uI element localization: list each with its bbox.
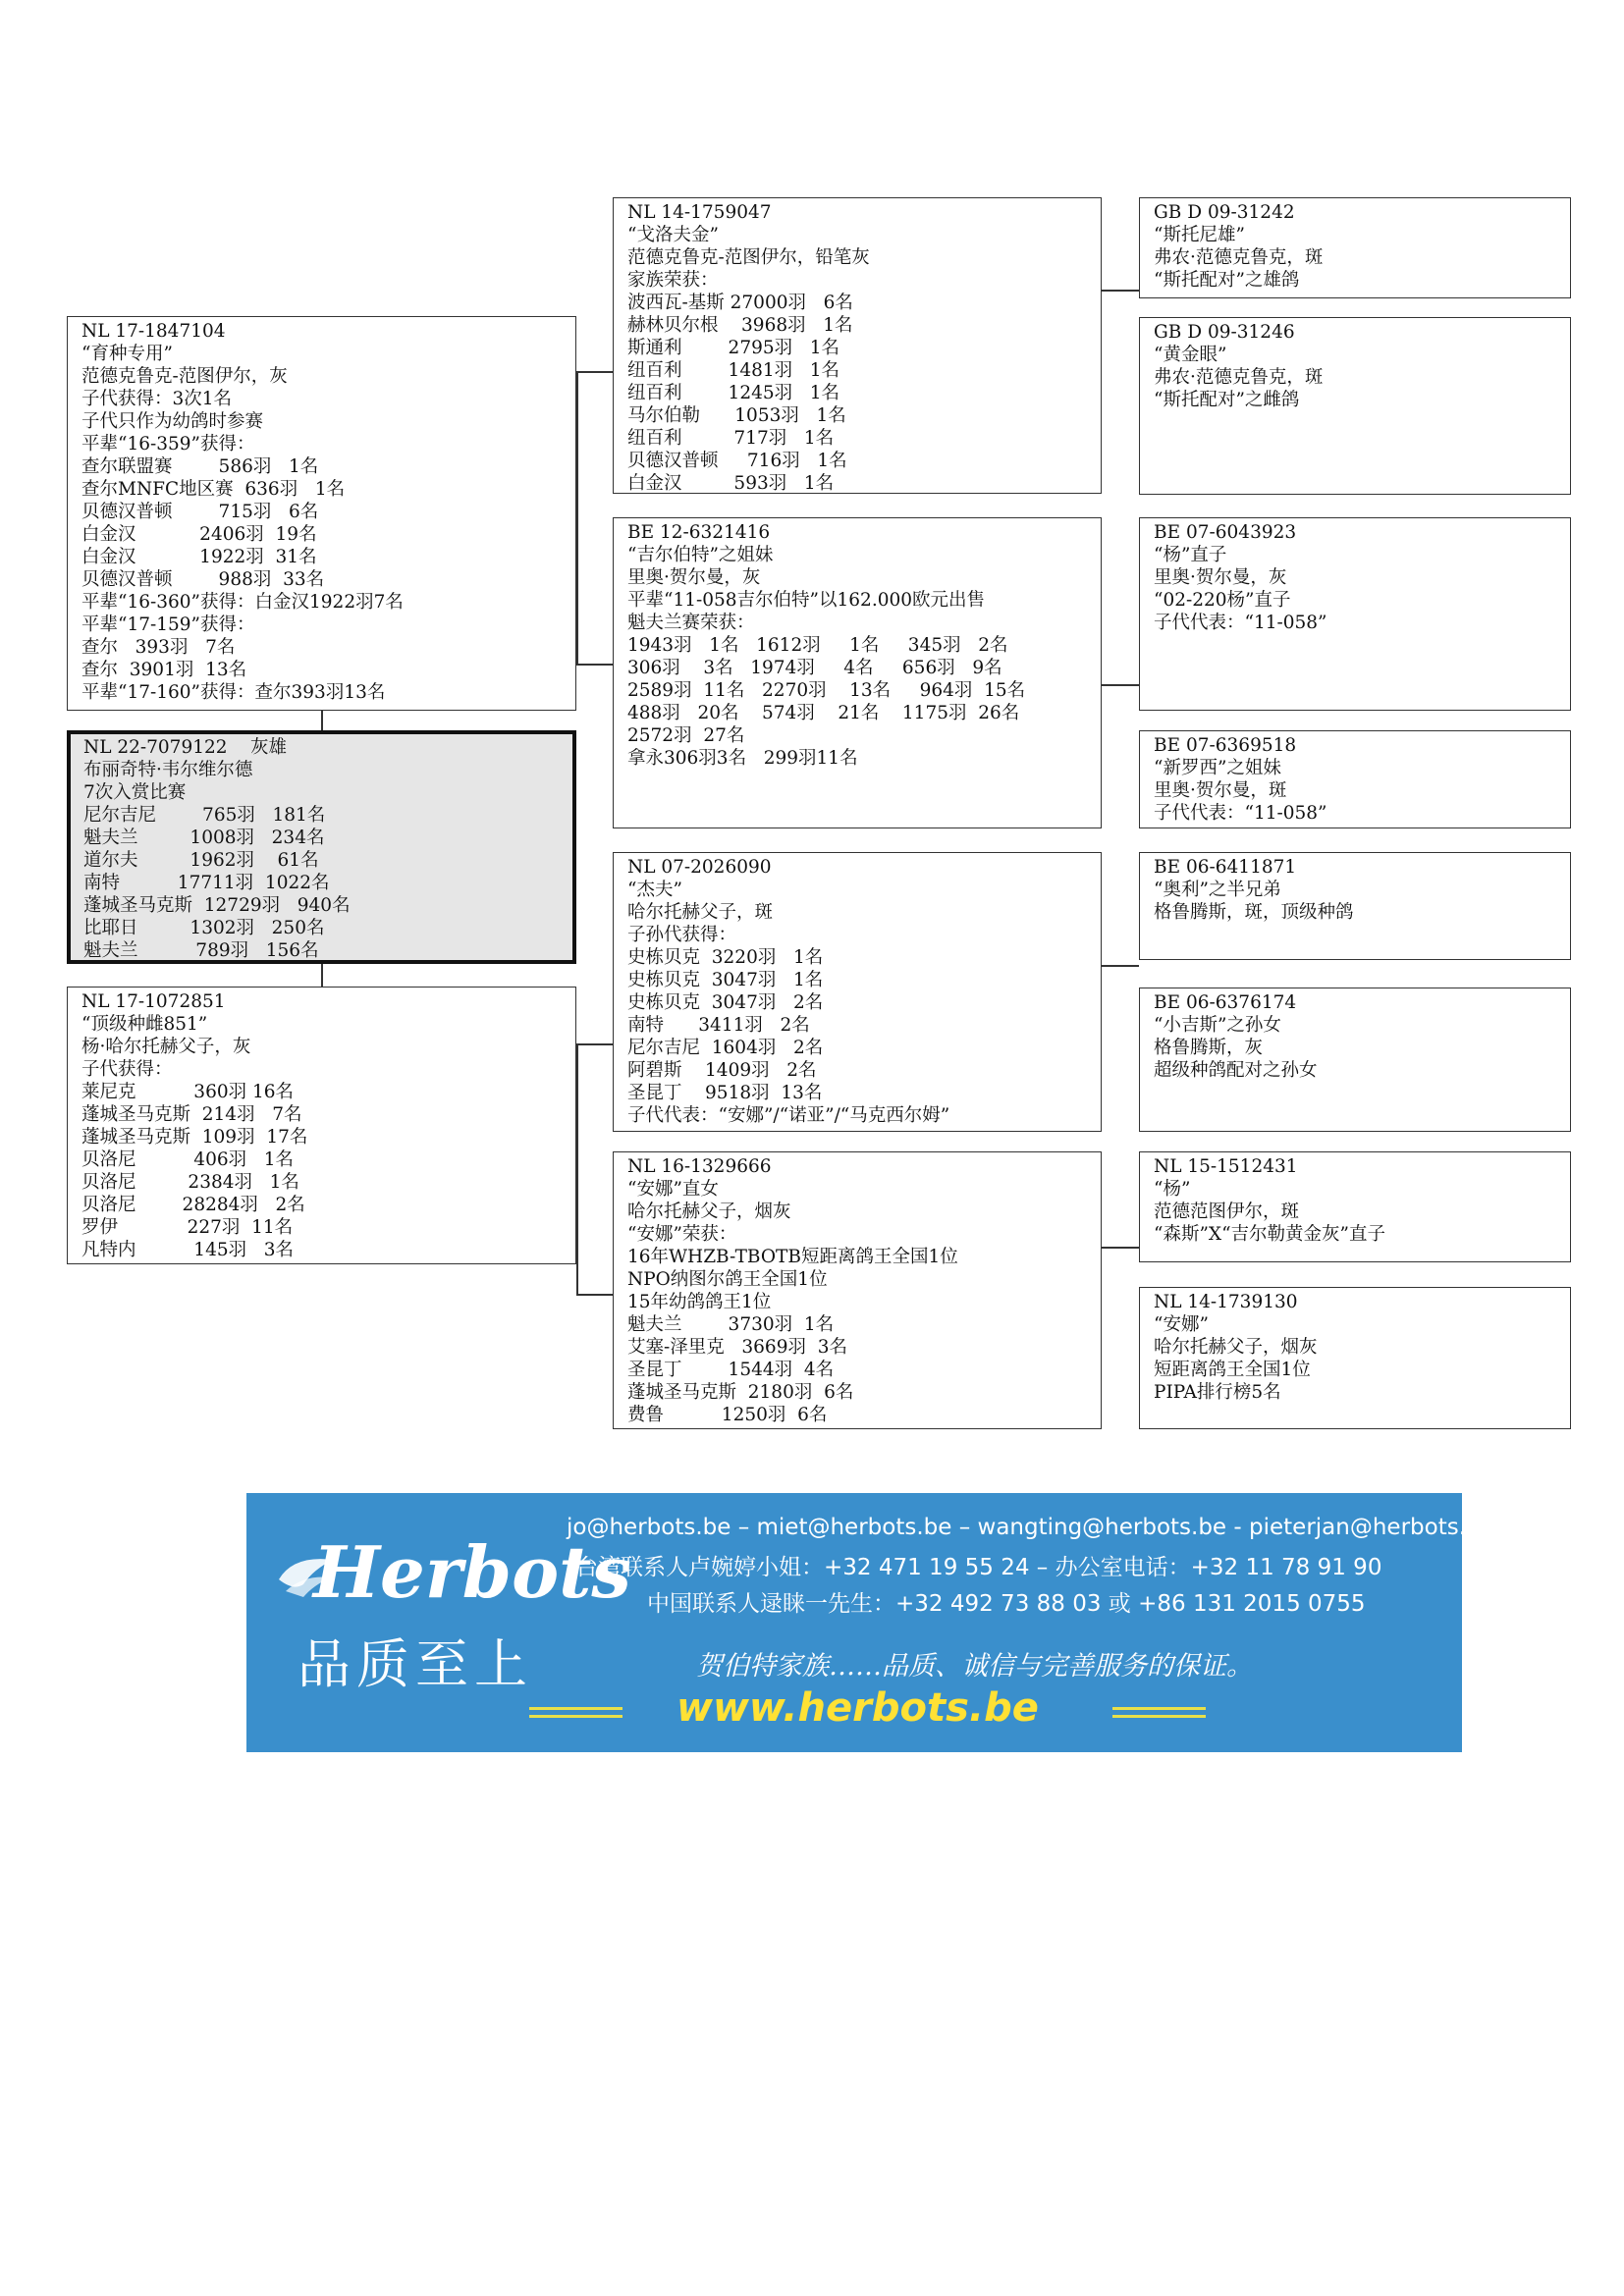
pedigree-sdd-box bbox=[1139, 730, 1571, 828]
pedigree-line: 南特 17711羽 1022名 bbox=[83, 873, 330, 893]
pedigree-line: “育种专用” bbox=[81, 344, 173, 364]
pedigree-line: 范德克鲁克-范图伊尔，铅笔灰 bbox=[627, 247, 870, 268]
pedigree-line: 尼尔吉尼 1604羽 2名 bbox=[627, 1038, 824, 1058]
pedigree-line: 488羽 20名 574羽 21名 1175羽 26名 bbox=[627, 703, 1020, 723]
pedigree-line: “安娜”荣获： bbox=[627, 1224, 737, 1245]
pedigree-line: 魁夫兰赛荣获： bbox=[627, 613, 755, 633]
pedigree-dam-box bbox=[67, 987, 576, 1264]
pedigree-line: “斯托配对”之雌鸽 bbox=[1154, 390, 1300, 410]
pedigree-line: 白金汉 2406羽 19名 bbox=[81, 524, 317, 545]
banner-website-link[interactable]: www.herbots.be bbox=[677, 1685, 1039, 1731]
pedigree-line: 306羽 3名 1974羽 4名 656羽 9名 bbox=[627, 658, 1002, 678]
pedigree-line: “新罗西”之姐妹 bbox=[1154, 758, 1281, 778]
pedigree-line: 格鲁腾斯，斑，顶级种鸽 bbox=[1154, 902, 1354, 923]
pedigree-line: 纽百利 717羽 1名 bbox=[627, 428, 835, 449]
pedigree-dam-dam-box bbox=[613, 1151, 1102, 1429]
pedigree-line: 南特 3411羽 2名 bbox=[627, 1015, 810, 1036]
pedigree-line: 里奥·贺尔曼，斑 bbox=[1154, 780, 1287, 801]
pedigree-line: 查尔 393羽 7名 bbox=[81, 637, 236, 658]
banner-slogan: 品质至上 bbox=[298, 1633, 533, 1695]
pedigree-line: NL 17-1847104 bbox=[81, 321, 226, 342]
pedigree-dds-box bbox=[1139, 1151, 1571, 1262]
connector-line bbox=[576, 371, 578, 666]
pedigree-line: 子代代表：“11-058” bbox=[1154, 803, 1327, 824]
pedigree-line: 范德范图伊尔，斑 bbox=[1154, 1201, 1300, 1222]
pedigree-line: “02-220杨”直子 bbox=[1154, 590, 1291, 611]
pedigree-line: 子代获得： bbox=[81, 1059, 173, 1080]
pedigree-line: NL 17-1072851 bbox=[81, 991, 226, 1012]
pedigree-line: 蓬城圣马克斯 214羽 7名 bbox=[81, 1104, 302, 1125]
pedigree-sire-sire-box bbox=[613, 197, 1102, 494]
pedigree-line: 蓬城圣马克斯 2180羽 6名 bbox=[627, 1382, 854, 1403]
pedigree-line: 里奥·贺尔曼，灰 bbox=[1154, 567, 1287, 588]
pedigree-line: 白金汉 1922羽 31名 bbox=[81, 547, 317, 567]
decorative-dash-right bbox=[1112, 1715, 1206, 1718]
pedigree-line: 比耶日 1302羽 250名 bbox=[83, 918, 325, 938]
pedigree-line: 艾塞-泽里克 3669羽 3名 bbox=[627, 1337, 848, 1358]
pedigree-line: 贝洛尼 2384羽 1名 bbox=[81, 1172, 299, 1193]
pedigree-line: BE 06-6411871 bbox=[1154, 857, 1297, 878]
connector-line bbox=[1102, 1247, 1139, 1249]
pedigree-line: 平辈“16-359”获得： bbox=[81, 434, 255, 454]
pedigree-line: 布丽奇特·韦尔维尔德 bbox=[83, 760, 253, 780]
pedigree-line: 2572羽 27名 bbox=[627, 725, 745, 746]
connector-line bbox=[576, 1294, 613, 1296]
pedigree-line: GB D 09-31242 bbox=[1154, 202, 1295, 223]
pedigree-line: 子代代表：“安娜”/“诺亚”/“马克西尔姆” bbox=[627, 1105, 950, 1126]
pedigree-line: 莱尼克 360羽 16名 bbox=[81, 1082, 295, 1102]
pedigree-line: 史栋贝克 3220羽 1名 bbox=[627, 947, 824, 968]
pedigree-line: 子代只作为幼鸽时参赛 bbox=[81, 411, 264, 432]
connector-line bbox=[576, 1043, 613, 1045]
pedigree-line: 查尔MNFC地区赛 636羽 1名 bbox=[81, 479, 346, 500]
pedigree-line: 贝德汉普顿 988羽 33名 bbox=[81, 569, 325, 590]
pedigree-sds-box bbox=[1139, 517, 1571, 711]
pedigree-line: 白金汉 593羽 1名 bbox=[627, 473, 835, 494]
connector-line bbox=[1102, 290, 1139, 292]
pedigree-line: NL 07-2026090 bbox=[627, 857, 772, 878]
pedigree-line: 马尔伯勒 1053羽 1名 bbox=[627, 405, 846, 426]
pedigree-line: 圣昆丁 1544羽 4名 bbox=[627, 1360, 835, 1380]
pedigree-line: 弗农·范德克鲁克，斑 bbox=[1154, 367, 1324, 388]
connector-line bbox=[576, 664, 613, 666]
banner-motto: 贺伯特家族……品质、诚信与完善服务的保证。 bbox=[696, 1651, 1253, 1682]
pedigree-line: “小吉斯”之孙女 bbox=[1154, 1015, 1281, 1036]
pedigree-line: PIPA排行榜5名 bbox=[1154, 1382, 1281, 1403]
pedigree-line: 平辈“16-360”获得：白金汉1922羽7名 bbox=[81, 592, 404, 613]
pedigree-line: BE 12-6321416 bbox=[627, 522, 771, 543]
pedigree-line: 波西瓦-基斯 27000羽 6名 bbox=[627, 293, 853, 313]
connector-line bbox=[1102, 965, 1139, 967]
pedigree-line: 拿永306羽3名 299羽11名 bbox=[627, 748, 858, 769]
pedigree-line: “顶级种雌851” bbox=[81, 1014, 208, 1035]
pedigree-line: 里奥·贺尔曼，灰 bbox=[627, 567, 761, 588]
pedigree-line: 短距离鸽王全国1位 bbox=[1154, 1360, 1311, 1380]
pedigree-line: 阿碧斯 1409羽 2名 bbox=[627, 1060, 817, 1081]
pedigree-line: 蓬城圣马克斯 109羽 17名 bbox=[81, 1127, 308, 1148]
pedigree-line: 纽百利 1481羽 1名 bbox=[627, 360, 840, 381]
decorative-dash-left bbox=[529, 1715, 623, 1718]
pedigree-line: 贝德汉普顿 716羽 1名 bbox=[627, 451, 847, 471]
connector-line bbox=[321, 711, 323, 730]
pedigree-line: 贝洛尼 28284羽 2名 bbox=[81, 1195, 305, 1215]
herbots-banner bbox=[246, 1493, 1494, 1752]
connector-line bbox=[576, 1043, 578, 1296]
herbots-logo-mark bbox=[274, 1521, 631, 1629]
pedigree-line: 16年WHZB-TBOTB短距离鸽王全国1位 bbox=[627, 1247, 958, 1267]
pedigree-line: NPO纳图尔鸽王全国1位 bbox=[627, 1269, 828, 1290]
pedigree-line: 蓬城圣马克斯 12729羽 940名 bbox=[83, 895, 351, 916]
pedigree-line: 超级种鸽配对之孙女 bbox=[1154, 1060, 1318, 1081]
banner-emails[interactable]: jo@herbots.be – miet@herbots.be – wangting@herbots.be - pieterjan@herbots.be bbox=[567, 1515, 1494, 1540]
pedigree-line: 查尔联盟赛 586羽 1名 bbox=[81, 456, 319, 477]
pedigree-line: “安娜” bbox=[1154, 1314, 1209, 1335]
herbots-logo bbox=[274, 1521, 631, 1629]
pedigree-line: “斯托配对”之雄鸽 bbox=[1154, 270, 1300, 291]
pedigree-line: 范德克鲁克-范图伊尔，灰 bbox=[81, 366, 288, 387]
pedigree-line: 7次入赏比赛 bbox=[83, 782, 187, 803]
connector-line bbox=[321, 964, 323, 987]
pedigree-line: 史栋贝克 3047羽 2名 bbox=[627, 992, 824, 1013]
pedigree-line: 15年幼鸽鸽王1位 bbox=[627, 1292, 772, 1312]
pedigree-line: 哈尔托赫父子，烟灰 bbox=[1154, 1337, 1318, 1358]
pedigree-line: 赫林贝尔根 3968羽 1名 bbox=[627, 315, 853, 336]
pedigree-line: 贝德汉普顿 715羽 6名 bbox=[81, 502, 319, 522]
pedigree-line: “森斯”X“吉尔勒黄金灰”直子 bbox=[1154, 1224, 1386, 1245]
pedigree-line: 哈尔托赫父子，斑 bbox=[627, 902, 774, 923]
pedigree-line: “安娜”直女 bbox=[627, 1179, 719, 1200]
pedigree-dam-sire-box bbox=[613, 852, 1102, 1132]
pedigree-dsd-box bbox=[1139, 988, 1571, 1132]
pedigree-line: 费鲁 1250羽 6名 bbox=[627, 1405, 828, 1425]
pedigree-line: “斯托尼雄” bbox=[1154, 225, 1245, 245]
pedigree-subject-box bbox=[67, 730, 576, 964]
pedigree-line: 圣昆丁 9518羽 13名 bbox=[627, 1083, 823, 1103]
pedigree-ddd-box bbox=[1139, 1287, 1571, 1429]
pedigree-line: 魁夫兰 1008羽 234名 bbox=[83, 828, 325, 848]
pedigree-line: 家族荣获： bbox=[627, 270, 719, 291]
pedigree-line: 子代获得：3次1名 bbox=[81, 389, 233, 409]
banner-contact-china: 中国联系人逯睐一先生：+32 492 73 88 03 或 +86 131 2015 0755 bbox=[647, 1591, 1366, 1617]
pedigree-line: 杨·哈尔托赫父子，灰 bbox=[81, 1037, 251, 1057]
pedigree-line: 史栋贝克 3047羽 1名 bbox=[627, 970, 824, 990]
pedigree-line: 魁夫兰 3730羽 1名 bbox=[627, 1314, 835, 1335]
pedigree-sire-dam-box bbox=[613, 517, 1102, 828]
connector-line bbox=[1102, 684, 1139, 686]
pedigree-line: 纽百利 1245羽 1名 bbox=[627, 383, 840, 403]
pedigree-line: 平辈“17-159”获得： bbox=[81, 614, 255, 635]
pedigree-line: 道尔夫 1962羽 61名 bbox=[83, 850, 319, 871]
pedigree-sss-box bbox=[1139, 197, 1571, 298]
pedigree-line: “杨”直子 bbox=[1154, 545, 1227, 565]
pedigree-line: 罗伊 227羽 11名 bbox=[81, 1217, 294, 1238]
pedigree-line: 子代代表：“11-058” bbox=[1154, 613, 1327, 633]
pedigree-line: NL 14-1739130 bbox=[1154, 1292, 1298, 1312]
pedigree-line: NL 15-1512431 bbox=[1154, 1156, 1298, 1177]
pedigree-line: 斯通利 2795羽 1名 bbox=[627, 338, 840, 358]
pedigree-line: 弗农·范德克鲁克，斑 bbox=[1154, 247, 1324, 268]
pedigree-line: 贝洛尼 406羽 1名 bbox=[81, 1149, 295, 1170]
pedigree-line: “戈洛夫金” bbox=[627, 225, 719, 245]
pedigree-line: 尼尔吉尼 765羽 181名 bbox=[83, 805, 326, 826]
pedigree-sire-box bbox=[67, 316, 576, 711]
pedigree-line: GB D 09-31246 bbox=[1154, 322, 1295, 343]
pedigree-line: BE 06-6376174 bbox=[1154, 992, 1297, 1013]
pedigree-line: BE 07-6043923 bbox=[1154, 522, 1297, 543]
pedigree-line: 平辈“17-160”获得：查尔393羽13名 bbox=[81, 682, 386, 703]
pedigree-line: “奥利”之半兄弟 bbox=[1154, 880, 1281, 900]
pedigree-line: “黄金眼” bbox=[1154, 345, 1227, 365]
pedigree-line: NL 22-7079122 灰雄 bbox=[83, 737, 288, 758]
pedigree-line: 魁夫兰 789羽 156名 bbox=[83, 940, 319, 961]
pedigree-dss-box bbox=[1139, 852, 1571, 960]
pedigree-line: NL 16-1329666 bbox=[627, 1156, 772, 1177]
pedigree-line: 哈尔托赫父子，烟灰 bbox=[627, 1201, 791, 1222]
pedigree-line: “杰夫” bbox=[627, 880, 682, 900]
pedigree-line: 2589羽 11名 2270羽 13名 964羽 15名 bbox=[627, 680, 1026, 701]
pedigree-line: NL 14-1759047 bbox=[627, 202, 772, 223]
pedigree-line: 子孙代获得： bbox=[627, 925, 737, 945]
connector-line bbox=[576, 371, 613, 373]
pedigree-line: “杨” bbox=[1154, 1179, 1191, 1200]
decorative-dash-right bbox=[1112, 1707, 1206, 1710]
pedigree-line: “吉尔伯特”之姐妹 bbox=[627, 545, 774, 565]
pedigree-ssd-box bbox=[1139, 317, 1571, 495]
decorative-dash-left bbox=[529, 1707, 623, 1710]
banner-contact-taiwan: 台湾联系人卢婉婷小姐：+32 471 19 55 24 – 办公室电话：+32 11 78 91 90 bbox=[575, 1555, 1382, 1580]
pedigree-line: 查尔 3901羽 13名 bbox=[81, 660, 247, 680]
pedigree-line: 凡特内 145羽 3名 bbox=[81, 1240, 295, 1260]
pedigree-line: 平辈“11-058吉尔伯特”以162.000欧元出售 bbox=[627, 590, 986, 611]
svg-text:Herbots: Herbots bbox=[313, 1530, 631, 1614]
pedigree-line: BE 07-6369518 bbox=[1154, 735, 1297, 756]
pedigree-line: 格鲁腾斯，灰 bbox=[1154, 1038, 1264, 1058]
pedigree-line: 1943羽 1名 1612羽 1名 345羽 2名 bbox=[627, 635, 1008, 656]
